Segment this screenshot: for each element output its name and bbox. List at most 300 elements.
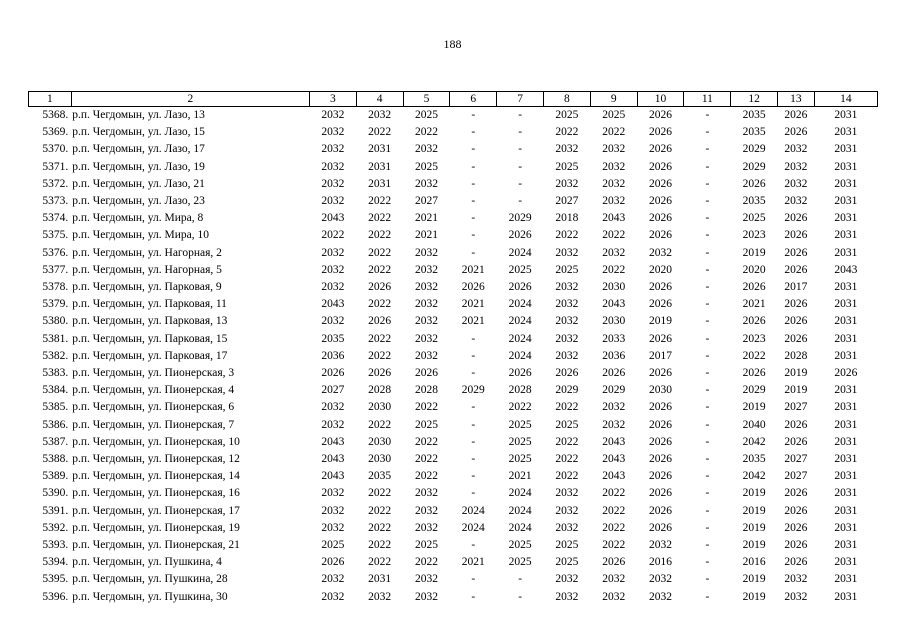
year-cell: 2026 — [649, 418, 673, 431]
year-cell: 2025 — [508, 418, 532, 431]
table-row — [29, 503, 878, 520]
year-cell: 2032 — [784, 143, 808, 156]
year-cell: 2042 — [742, 470, 766, 483]
year-cell: 2022 — [368, 212, 392, 225]
year-cell: - — [705, 263, 710, 276]
year-cell: 2026 — [834, 367, 858, 380]
year-cell: 2029 — [508, 212, 532, 225]
year-cell: 2029 — [555, 384, 579, 397]
year-cell: 2022 — [602, 229, 626, 242]
year-cell: 2032 — [414, 298, 438, 311]
year-cell: 2026 — [649, 487, 673, 500]
year-cell: 2021 — [414, 212, 438, 225]
row-number: 5379. — [42, 298, 69, 311]
row-number: 5381. — [42, 332, 69, 345]
year-cell: 2032 — [555, 521, 579, 534]
year-cell: 2026 — [321, 556, 345, 569]
year-cell: 2028 — [368, 384, 392, 397]
year-cell: 2022 — [368, 418, 392, 431]
address-cell: р.п. Чегдомын, ул. Пионерская, 10 — [72, 435, 240, 448]
year-cell: 2032 — [602, 573, 626, 586]
year-cell: - — [705, 367, 710, 380]
year-cell: 2035 — [368, 470, 392, 483]
year-cell: 2043 — [321, 298, 345, 311]
year-cell: - — [518, 590, 523, 603]
address-cell: р.п. Чегдомын, ул. Пионерская, 6 — [72, 401, 235, 414]
address-cell: р.п. Чегдомын, ул. Пионерская, 14 — [72, 470, 240, 483]
year-cell: 2022 — [414, 126, 438, 139]
year-cell: 2030 — [368, 435, 392, 448]
address-cell: р.п. Чегдомын, ул. Пионерская, 3 — [72, 367, 235, 380]
year-cell: 2031 — [834, 332, 858, 345]
year-cell: 2032 — [602, 160, 626, 173]
table-row — [29, 365, 878, 382]
table-row — [29, 313, 878, 330]
year-cell: - — [705, 281, 710, 294]
year-cell: 2024 — [508, 315, 532, 328]
year-cell: 2043 — [321, 470, 345, 483]
year-cell: 2032 — [602, 195, 626, 208]
year-cell: - — [705, 573, 710, 586]
year-cell: 2026 — [649, 435, 673, 448]
year-cell: - — [705, 384, 710, 397]
row-number: 5375. — [42, 229, 69, 242]
year-cell: 2022 — [602, 126, 626, 139]
year-cell: 2025 — [414, 539, 438, 552]
year-cell: 2026 — [784, 246, 808, 259]
year-cell: 2032 — [368, 590, 392, 603]
year-cell: 2026 — [742, 281, 766, 294]
year-cell: 2026 — [784, 109, 808, 121]
column-header: 7 — [497, 92, 544, 107]
year-cell: 2022 — [368, 263, 392, 276]
year-cell: 2026 — [649, 160, 673, 173]
year-cell: 2025 — [555, 109, 579, 121]
year-cell: - — [471, 212, 476, 225]
year-cell: 2031 — [834, 556, 858, 569]
year-cell: 2025 — [414, 160, 438, 173]
year-cell: - — [705, 229, 710, 242]
address-cell: р.п. Чегдомын, ул. Мира, 8 — [72, 212, 204, 225]
address-cell: р.п. Чегдомын, ул. Лазо, 15 — [72, 126, 205, 139]
year-cell: - — [705, 521, 710, 534]
year-cell: - — [471, 195, 476, 208]
row-number: 5394. — [42, 556, 69, 569]
year-cell: 2043 — [602, 435, 626, 448]
year-cell: 2032 — [321, 177, 345, 190]
table-row — [29, 245, 878, 262]
year-cell: - — [705, 401, 710, 414]
address-cell: р.п. Чегдомын, ул. Лазо, 13 — [72, 109, 205, 121]
table-row — [29, 141, 878, 158]
year-cell: 2032 — [414, 504, 438, 517]
year-cell: - — [518, 573, 523, 586]
year-cell: 2026 — [649, 281, 673, 294]
year-cell: 2031 — [834, 418, 858, 431]
year-cell: 2026 — [508, 367, 532, 380]
row-number: 5380. — [42, 315, 69, 328]
address-cell: р.п. Чегдомын, ул. Парковая, 11 — [72, 298, 227, 311]
address-cell: р.п. Чегдомын, ул. Лазо, 19 — [72, 160, 205, 173]
year-cell: 2021 — [461, 298, 485, 311]
column-header: 9 — [590, 92, 637, 107]
year-cell: 2031 — [834, 521, 858, 534]
year-cell: 2032 — [321, 263, 345, 276]
column-header: 13 — [778, 92, 815, 107]
year-cell: - — [518, 143, 523, 156]
year-cell: 2022 — [555, 229, 579, 242]
year-cell: 2024 — [461, 504, 485, 517]
row-number: 5391. — [42, 504, 69, 517]
year-cell: 2032 — [555, 177, 579, 190]
year-cell: 2018 — [555, 212, 579, 225]
year-cell: 2031 — [834, 160, 858, 173]
year-cell: 2031 — [834, 212, 858, 225]
year-cell: 2028 — [508, 384, 532, 397]
year-cell: 2022 — [602, 263, 626, 276]
year-cell: 2032 — [321, 126, 345, 139]
year-cell: - — [705, 332, 710, 345]
year-cell: - — [471, 573, 476, 586]
year-cell: 2022 — [602, 521, 626, 534]
row-number: 5383. — [42, 367, 69, 380]
year-cell: - — [705, 298, 710, 311]
year-cell: 2031 — [834, 109, 858, 121]
year-cell: 2029 — [742, 384, 766, 397]
address-cell: р.п. Чегдомын, ул. Пионерская, 16 — [72, 487, 240, 500]
year-cell: 2025 — [555, 160, 579, 173]
year-cell: 2022 — [602, 539, 626, 552]
year-cell: 2031 — [834, 435, 858, 448]
year-cell: 2032 — [321, 590, 345, 603]
year-cell: - — [705, 160, 710, 173]
year-cell: 2032 — [602, 418, 626, 431]
year-cell: 2032 — [649, 246, 673, 259]
year-cell: 2026 — [649, 177, 673, 190]
year-cell: 2032 — [321, 195, 345, 208]
address-cell: р.п. Чегдомын, ул. Мира, 10 — [72, 229, 210, 242]
year-cell: 2026 — [784, 435, 808, 448]
year-cell: 2043 — [834, 263, 858, 276]
year-cell: 2027 — [414, 195, 438, 208]
year-cell: 2021 — [414, 229, 438, 242]
year-cell: 2032 — [321, 143, 345, 156]
year-cell: 2032 — [555, 349, 579, 362]
table-row — [29, 451, 878, 468]
year-cell: 2032 — [602, 401, 626, 414]
year-cell: 2043 — [321, 453, 345, 466]
year-cell: 2026 — [784, 418, 808, 431]
year-cell: 2032 — [555, 315, 579, 328]
year-cell: 2026 — [784, 332, 808, 345]
year-cell: 2032 — [414, 590, 438, 603]
year-cell: 2026 — [508, 281, 532, 294]
year-cell: 2026 — [784, 229, 808, 242]
address-cell: р.п. Чегдомын, ул. Пушкина, 30 — [72, 590, 228, 603]
year-cell: 2026 — [461, 281, 485, 294]
year-cell: 2027 — [555, 195, 579, 208]
column-header: 14 — [814, 92, 877, 107]
table-row — [29, 468, 878, 485]
year-cell: 2031 — [834, 349, 858, 362]
year-cell: 2025 — [742, 212, 766, 225]
address-cell: р.п. Чегдомын, ул. Пионерская, 21 — [72, 539, 240, 552]
table-body — [29, 107, 878, 606]
year-cell: 2024 — [508, 332, 532, 345]
year-cell: 2032 — [784, 160, 808, 173]
year-cell: 2032 — [555, 143, 579, 156]
address-cell: р.п. Чегдомын, ул. Пионерская, 7 — [72, 418, 235, 431]
year-cell: - — [705, 246, 710, 259]
year-cell: 2042 — [742, 435, 766, 448]
year-cell: 2032 — [649, 539, 673, 552]
address-cell: р.п. Чегдомын, ул. Пушкина, 28 — [72, 573, 228, 586]
year-cell: 2035 — [742, 109, 766, 121]
year-cell: 2031 — [834, 384, 858, 397]
year-cell: 2026 — [368, 367, 392, 380]
year-cell: 2026 — [649, 470, 673, 483]
year-cell: 2022 — [742, 349, 766, 362]
year-cell: - — [705, 315, 710, 328]
table-row — [29, 227, 878, 244]
table-row — [29, 176, 878, 193]
table-row — [29, 331, 878, 348]
year-cell: 2022 — [555, 470, 579, 483]
year-cell: - — [705, 143, 710, 156]
row-number: 5373. — [42, 195, 69, 208]
year-cell: 2022 — [368, 246, 392, 259]
address-cell: р.п. Чегдомын, ул. Пионерская, 12 — [72, 453, 240, 466]
year-cell: - — [705, 435, 710, 448]
year-cell: 2026 — [649, 109, 673, 121]
year-cell: 2031 — [834, 298, 858, 311]
year-cell: 2026 — [321, 367, 345, 380]
year-cell: 2026 — [649, 195, 673, 208]
year-cell: 2025 — [414, 109, 438, 121]
year-cell: - — [518, 195, 523, 208]
year-cell: 2030 — [602, 315, 626, 328]
year-cell: 2026 — [414, 367, 438, 380]
year-cell: 2023 — [742, 229, 766, 242]
year-cell: 2031 — [834, 315, 858, 328]
year-cell: - — [705, 539, 710, 552]
year-cell: - — [705, 504, 710, 517]
column-header: 3 — [309, 92, 356, 107]
year-cell: 2019 — [742, 401, 766, 414]
year-cell: 2024 — [508, 349, 532, 362]
year-cell: 2027 — [784, 401, 808, 414]
year-cell: 2026 — [649, 229, 673, 242]
year-cell: 2026 — [649, 367, 673, 380]
table-row — [29, 537, 878, 554]
year-cell: 2021 — [461, 263, 485, 276]
year-cell: 2031 — [834, 281, 858, 294]
column-header: 1 — [29, 92, 72, 107]
year-cell: 2022 — [321, 229, 345, 242]
year-cell: 2032 — [784, 573, 808, 586]
year-cell: - — [518, 109, 523, 121]
year-cell: 2019 — [742, 487, 766, 500]
year-cell: 2028 — [784, 349, 808, 362]
row-number: 5369. — [42, 126, 69, 139]
year-cell: 2032 — [321, 521, 345, 534]
year-cell: 2020 — [649, 263, 673, 276]
year-cell: - — [471, 401, 476, 414]
table-row — [29, 124, 878, 141]
year-cell: 2035 — [742, 453, 766, 466]
row-number: 5368. — [42, 109, 69, 121]
year-cell: 2026 — [649, 401, 673, 414]
row-number: 5374. — [42, 212, 69, 225]
year-cell: 2025 — [555, 418, 579, 431]
address-cell: р.п. Чегдомын, ул. Парковая, 15 — [72, 332, 228, 345]
address-cell: р.п. Чегдомын, ул. Лазо, 21 — [72, 177, 205, 190]
year-cell: 2031 — [368, 573, 392, 586]
year-cell: 2032 — [321, 418, 345, 431]
year-cell: 2024 — [508, 504, 532, 517]
year-cell: 2031 — [834, 246, 858, 259]
year-cell: 2043 — [321, 435, 345, 448]
row-number: 5385. — [42, 401, 69, 414]
year-cell: 2031 — [834, 177, 858, 190]
year-cell: 2026 — [649, 332, 673, 345]
table-row — [29, 485, 878, 502]
row-number: 5370. — [42, 143, 69, 156]
year-cell: 2019 — [742, 504, 766, 517]
year-cell: 2031 — [834, 195, 858, 208]
column-header: 2 — [71, 92, 309, 107]
year-cell: 2027 — [784, 453, 808, 466]
year-cell: 2025 — [321, 539, 345, 552]
year-cell: 2026 — [649, 212, 673, 225]
year-cell: 2030 — [649, 384, 673, 397]
year-cell: 2032 — [321, 246, 345, 259]
year-cell: - — [705, 177, 710, 190]
address-cell: р.п. Чегдомын, ул. Лазо, 23 — [72, 195, 205, 208]
year-cell: 2032 — [555, 487, 579, 500]
year-cell: 2032 — [321, 315, 345, 328]
year-cell: 2025 — [555, 556, 579, 569]
year-cell: 2021 — [461, 556, 485, 569]
year-cell: 2032 — [649, 590, 673, 603]
year-cell: 2025 — [508, 556, 532, 569]
year-cell: 2031 — [834, 573, 858, 586]
year-cell: 2026 — [742, 367, 766, 380]
year-cell: 2032 — [602, 246, 626, 259]
year-cell: 2031 — [834, 590, 858, 603]
address-cell: р.п. Чегдомын, ул. Лазо, 17 — [72, 143, 205, 156]
year-cell: 2022 — [368, 195, 392, 208]
year-cell: 2022 — [414, 556, 438, 569]
year-cell: 2022 — [414, 435, 438, 448]
year-cell: 2019 — [742, 246, 766, 259]
column-header: 11 — [684, 92, 731, 107]
year-cell: 2029 — [742, 160, 766, 173]
year-cell: - — [518, 160, 523, 173]
year-cell: 2026 — [784, 126, 808, 139]
year-cell: 2032 — [414, 573, 438, 586]
row-number: 5389. — [42, 470, 69, 483]
year-cell: 2026 — [649, 504, 673, 517]
row-number: 5384. — [42, 384, 69, 397]
year-cell: - — [471, 143, 476, 156]
year-cell: 2031 — [834, 401, 858, 414]
address-cell: р.п. Чегдомын, ул. Парковая, 9 — [72, 281, 222, 294]
year-cell: - — [471, 487, 476, 500]
year-cell: 2031 — [834, 504, 858, 517]
year-cell: - — [471, 590, 476, 603]
year-cell: 2030 — [602, 281, 626, 294]
year-cell: 2025 — [508, 453, 532, 466]
year-cell: 2032 — [602, 177, 626, 190]
address-cell: р.п. Чегдомын, ул. Пионерская, 4 — [72, 384, 235, 397]
column-header: 12 — [731, 92, 778, 107]
year-cell: 2025 — [414, 418, 438, 431]
row-number: 5393. — [42, 539, 69, 552]
year-cell: 2026 — [368, 281, 392, 294]
year-cell: 2026 — [602, 556, 626, 569]
year-cell: 2031 — [368, 160, 392, 173]
year-cell: 2032 — [321, 109, 345, 121]
year-cell: 2026 — [784, 521, 808, 534]
year-cell: 2026 — [508, 229, 532, 242]
address-cell: р.п. Чегдомын, ул. Нагорная, 2 — [72, 246, 222, 259]
year-cell: 2032 — [414, 487, 438, 500]
column-header: 8 — [544, 92, 591, 107]
year-cell: 2032 — [555, 281, 579, 294]
year-cell: 2022 — [368, 298, 392, 311]
year-cell: 2032 — [321, 504, 345, 517]
table-row — [29, 571, 878, 588]
year-cell: 2022 — [368, 126, 392, 139]
year-cell: 2026 — [742, 177, 766, 190]
year-cell: 2022 — [368, 556, 392, 569]
year-cell: 2026 — [784, 263, 808, 276]
table-row — [29, 434, 878, 451]
year-cell: 2022 — [602, 487, 626, 500]
year-cell: 2043 — [602, 470, 626, 483]
year-cell: 2032 — [555, 246, 579, 259]
column-header: 4 — [356, 92, 403, 107]
year-cell: - — [471, 177, 476, 190]
year-cell: 2022 — [368, 521, 392, 534]
year-cell: 2026 — [784, 504, 808, 517]
year-cell: - — [471, 246, 476, 259]
year-cell: 2031 — [834, 143, 858, 156]
year-cell: 2032 — [414, 246, 438, 259]
year-cell: 2032 — [414, 177, 438, 190]
year-cell: 2016 — [649, 556, 673, 569]
year-cell: - — [518, 126, 523, 139]
year-cell: 2025 — [508, 539, 532, 552]
year-cell: 2024 — [508, 246, 532, 259]
table-row — [29, 159, 878, 176]
table-row — [29, 589, 878, 606]
table-row — [29, 399, 878, 416]
year-cell: - — [471, 418, 476, 431]
year-cell: - — [705, 590, 710, 603]
year-cell: 2022 — [508, 401, 532, 414]
table-row — [29, 382, 878, 399]
address-cell: р.п. Чегдомын, ул. Пионерская, 17 — [72, 504, 240, 517]
year-cell: 2032 — [321, 281, 345, 294]
row-number: 5395. — [42, 573, 69, 586]
header-row — [29, 92, 878, 107]
year-cell: 2017 — [784, 281, 808, 294]
table-row — [29, 348, 878, 365]
year-cell: 2032 — [555, 298, 579, 311]
year-cell: 2019 — [784, 384, 808, 397]
